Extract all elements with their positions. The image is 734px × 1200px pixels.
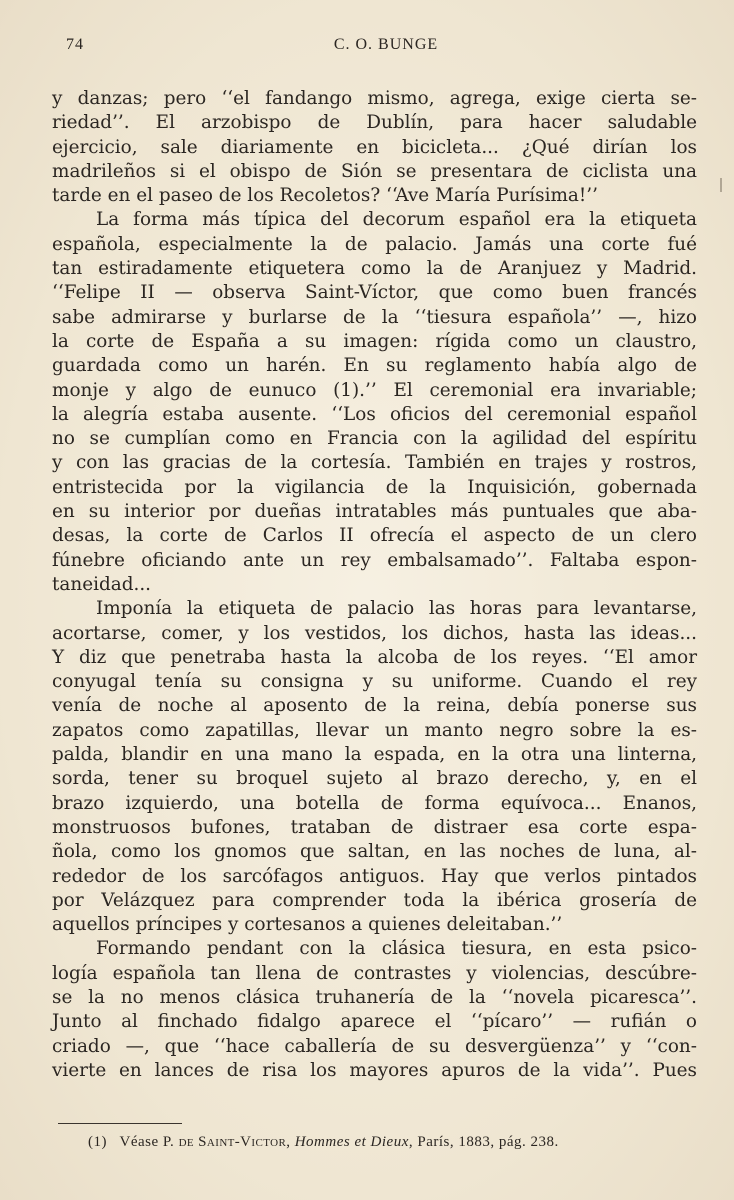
text-line: riedad’’. El arzobispo de Dublín, para hacer saludable bbox=[52, 112, 697, 134]
text-line: sabe admirarse y burlarse de la ‘‘tiesura española’’ —, hizo bbox=[52, 306, 697, 328]
text-line: logía española tan llena de contrastes y violencias, descúbre- bbox=[52, 962, 697, 984]
text-line: entristecida por la vigilancia de la Inquisición, gobernada bbox=[52, 476, 697, 498]
text-line: y danzas; pero ‘‘el fandango mismo, agrega, exige cierta se- bbox=[52, 88, 697, 109]
text-line: tarde en el paseo de los Recoletos? ‘‘Ave María Purísima!’’ bbox=[52, 185, 598, 207]
footnote-rule bbox=[58, 1123, 182, 1124]
text-line: Formando pendant con la clásica tiesura, en esta psico- bbox=[96, 938, 697, 960]
running-head: C. O. BUNGE bbox=[333, 36, 439, 53]
text-line: y con las gracias de la cortesía. También en trajes y rostros, bbox=[52, 452, 697, 474]
text-line: taneidad... bbox=[52, 573, 152, 595]
margin-mark bbox=[720, 178, 722, 192]
body-text bbox=[52, 87, 697, 1083]
text-line: vierte en lances de risa los mayores apuros de la vida’’. Pues bbox=[52, 1059, 697, 1081]
text-line: se la no menos clásica truhanería de la ‘‘novela picaresca’’. bbox=[52, 986, 697, 1008]
text-line: la alegría estaba ausente. ‘‘Los oficios del ceremonial español bbox=[52, 403, 697, 425]
text-line: venía de noche al aposento de la reina, debía ponerse sus bbox=[52, 695, 697, 717]
text-line: monstruosos bufones, trataban de distraer esa corte espa- bbox=[52, 816, 697, 838]
text-line: palda, blandir en una mano la espada, en la otra una linterna, bbox=[52, 744, 697, 766]
page-header bbox=[66, 36, 706, 62]
text-line: criado —, que ‘‘hace caballería de su desvergüenza’’ y ‘‘con- bbox=[52, 1035, 697, 1057]
text-line: sorda, tener su broquel sujeto al brazo derecho, y, en el bbox=[52, 768, 697, 790]
text-line: conyugal tenía su consigna y su uniforme. Cuando el rey bbox=[52, 671, 697, 693]
text-line: brazo izquierdo, una botella de forma equívoca... Enanos, bbox=[52, 792, 697, 814]
footnote: (1) Véase P. de Saint-Victor, Hommes et Dieux, París, 1883, pág. 238. bbox=[88, 1134, 559, 1150]
text-line: tan estiradamente etiquetera como la de Aranjuez y Madrid. bbox=[52, 258, 697, 280]
text-line: ñola, como los gnomos que saltan, en las noches de luna, al- bbox=[52, 841, 697, 863]
page-number: 74 bbox=[66, 36, 84, 53]
text-line: en su interior por dueñas intratables más puntuales que aba- bbox=[52, 501, 697, 523]
text-line: acortarse, comer, y los vestidos, los dichos, hasta las ideas... bbox=[52, 622, 697, 644]
text-line: guardada como un harén. En su reglamento había algo de bbox=[52, 355, 697, 377]
text-line: fúnebre oficiando ante un rey embalsamado’’. Faltaba espon- bbox=[52, 549, 697, 571]
footnote-details: , París, 1883, pág. 238. bbox=[408, 1134, 559, 1150]
text-line: madrileños si el obispo de Sión se presentara de ciclista una bbox=[52, 160, 697, 182]
footnote-prefix: Véase P. bbox=[119, 1134, 175, 1150]
text-line: española, especialmente la de palacio. Jamás una corte fué bbox=[52, 233, 697, 255]
text-line: rededor de los sarcófagos antiguos. Hay que verlos pintados bbox=[52, 865, 697, 887]
text-line: monje y algo de eunuco (1).’’ El ceremonial era invariable; bbox=[52, 379, 697, 401]
text-line: no se cumplían como en Francia con la agilidad del espíritu bbox=[52, 428, 697, 450]
text-line: la corte de España a su imagen: rígida como un claustro, bbox=[52, 330, 697, 352]
footnote-author: de Saint-Victor bbox=[178, 1134, 287, 1150]
text-line: Y diz que penetraba hasta la alcoba de los reyes. ‘‘El amor bbox=[52, 646, 697, 668]
text-line: La forma más típica del decorum español era la etiqueta bbox=[96, 209, 697, 231]
footnote-title: Hommes et Dieux bbox=[294, 1134, 409, 1150]
footnote-marker: (1) bbox=[88, 1134, 107, 1150]
text-line: aquellos príncipes y cortesanos a quienes deleitaban.’’ bbox=[52, 914, 563, 936]
text-line: por Velázquez para comprender toda la ibérica grosería de bbox=[52, 889, 697, 911]
text-line: Imponía la etiqueta de palacio las horas para levantarse, bbox=[96, 598, 697, 620]
text-line: ejercicio, sale diariamente en bicicleta... ¿Qué dirían los bbox=[52, 136, 697, 158]
text-line: desas, la corte de Carlos II ofrecía el aspecto de un clero bbox=[52, 525, 697, 547]
text-line: Junto al finchado fidalgo aparece el ‘‘pícaro’’ — rufián o bbox=[52, 1011, 697, 1033]
text-line: zapatos como zapatillas, llevar un manto negro sobre la es- bbox=[52, 719, 697, 741]
text-line: ‘‘Felipe II — observa Saint-Víctor, que como buen francés bbox=[52, 282, 697, 304]
